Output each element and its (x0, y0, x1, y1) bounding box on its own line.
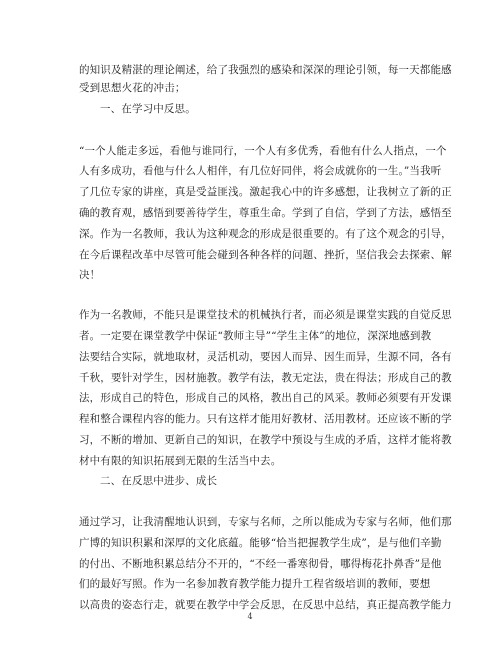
text-line: 在今后课程改革中尽管可能会碰到各种各样的问题、挫折，坚信我会去探索、解 (79, 249, 452, 261)
text-line: 以高贵的姿态行走，就要在教学中学会反思，在反思中总结，真正提高教学能力 (79, 599, 452, 611)
text-line: 受到思想火花的冲击； (79, 82, 186, 94)
text-line: 了几位专家的讲座，真是受益匪浅。激起我心中的许多感想，让我树立了新的正 (79, 186, 452, 198)
text-line: 习，不断的增加、更新自己的知识，在教学中预设与生成的矛盾，这样才能将教 (79, 434, 452, 446)
text-line: 决！ (79, 269, 101, 281)
text-line: 深。作为一名教师，我认为这种观念的形成是很重要的。有了这个观念的引导， (79, 228, 452, 240)
page-number: 4 (247, 612, 253, 621)
text-line: 程和整合课程内容的能力。只有这样才能用好教材、活用教材。还应该不断的学 (79, 413, 452, 425)
text-line: 确的教育观，感悟到要善待学生，尊重生命。学到了自信，学到了方法，感悟至 (79, 207, 452, 219)
text-line: 材中有限的知识拓展到无限的生活当中去。 (79, 455, 282, 467)
text-line: 法要结合实际，就地取材，灵活机动，要因人而异、因生而异，生源不同，各有 (79, 351, 452, 363)
text-line: 千秋，要针对学生，因材施教。教学有法，教无定法，贵在得法；形成自己的教 (79, 372, 452, 384)
text-line: 们的最好写照。作为一名参加教育教学能力提升工程省级培训的教师，要想 (79, 578, 431, 590)
text-line: 的付出、不断地积累总结分不开的，“不经一番寒彻骨，哪得梅花扑鼻香”是他 (79, 558, 442, 570)
text-line: 法，形成自己的特色，形成自己的风格，教出自己的风采。教师必须要有开发课 (79, 392, 452, 404)
text-line: 者。一定要在课堂教学中保证“教师主导”“学生主体”的地位，深深地感到教 (79, 330, 432, 342)
text-line: 人有多成功，看他与什么人相伴，有几位好同伴，将会成就你的一生。”当我听 (79, 165, 442, 177)
text-line: 的知识及精湛的理论阐述，给了我强烈的感染和深深的理论引领，每一天都能感 (79, 64, 452, 76)
text-line: 广博的知识积累和深厚的文化底蕴。能够“恰当把握教学生成”，是与他们辛勤 (79, 537, 442, 549)
section-heading: 二、在反思中进步、成长 (100, 475, 218, 487)
text-line: “一个人能走多远，看他与谁同行，一个人有多优秀，看他有什么人指点，一个 (79, 145, 447, 157)
section-heading: 一、在学习中反思。 (100, 103, 196, 115)
text-line: 作为一名教师，不能只是课堂技术的机械执行者，而必须是课堂实践的自觉反思 (79, 309, 452, 321)
text-line: 通过学习，让我清醒地认识到，专家与名师，之所以能成为专家与名师，他们那 (79, 516, 452, 528)
